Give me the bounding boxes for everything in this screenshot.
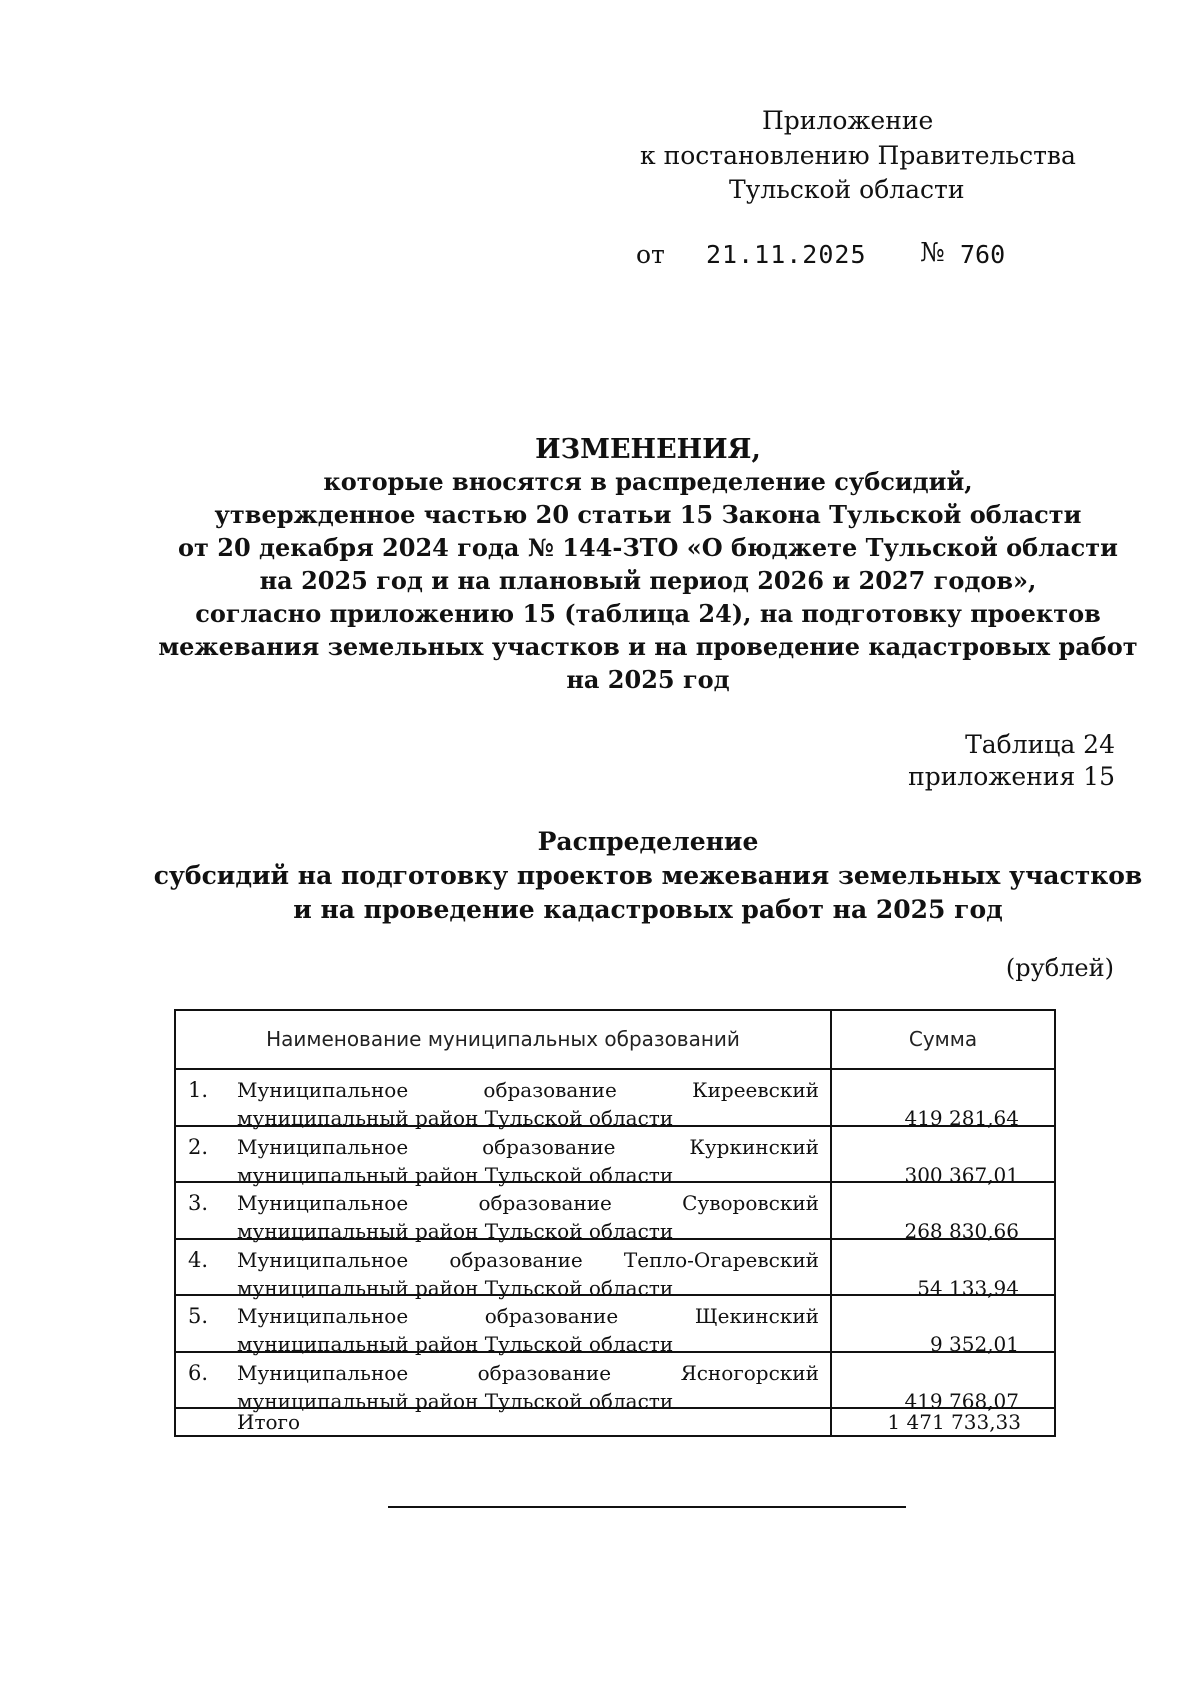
title-line: межевания земельных участков и на проведение кадастровых работ bbox=[158, 632, 1138, 661]
row-name-line1: Муниципальное образование Тепло-Огаревский bbox=[237, 1248, 819, 1272]
row-name-line2: муниципальный район Тульской области bbox=[237, 1219, 674, 1243]
row-number: 4. bbox=[188, 1248, 209, 1272]
row-number: 2. bbox=[188, 1135, 209, 1159]
row-name-line2: муниципальный район Тульской области bbox=[237, 1332, 674, 1356]
row-name-line2: муниципальный район Тульской области bbox=[237, 1389, 674, 1413]
table-row bbox=[176, 1353, 1054, 1413]
subsidy-table bbox=[174, 1009, 1056, 1437]
row-sum: 9 352,01 bbox=[929, 1332, 1019, 1356]
table-row bbox=[176, 1240, 1054, 1300]
row-name-line2: муниципальный район Тульской области bbox=[237, 1276, 674, 1300]
units-label: (рублей) bbox=[1005, 954, 1114, 982]
title-line: на 2025 год и на плановый период 2026 и 2027 годов», bbox=[259, 566, 1037, 595]
end-divider bbox=[388, 1506, 906, 1508]
row-name-line1: Муниципальное образование Куркинский bbox=[237, 1135, 819, 1159]
table-header bbox=[176, 1011, 1054, 1070]
row-sum: 300 367,01 bbox=[904, 1163, 1019, 1187]
row-name-line1: Муниципальное образование Суворовский bbox=[237, 1191, 819, 1215]
appendix-label: Приложение bbox=[762, 106, 934, 135]
title-line: утвержденное частью 20 статьи 15 Закона Тульской области bbox=[214, 500, 1082, 529]
row-name-line1: Муниципальное образование Щекинский bbox=[237, 1304, 819, 1328]
document-date: 21.11.2025 bbox=[706, 240, 867, 269]
distribution-subtitle: и на проведение кадастровых работ на 2025 год bbox=[293, 895, 1003, 924]
header-sum: Сумма bbox=[908, 1027, 978, 1051]
row-sum: 419 281,64 bbox=[904, 1106, 1019, 1130]
row-name-line1: Муниципальное образование Ясногорский bbox=[237, 1361, 819, 1385]
table-row bbox=[176, 1296, 1054, 1356]
title-line: согласно приложению 15 (таблица 24), на подготовку проектов bbox=[195, 599, 1101, 628]
row-sum: 419 768,07 bbox=[904, 1389, 1019, 1413]
row-number: 3. bbox=[188, 1191, 209, 1215]
row-number: 6. bbox=[188, 1361, 209, 1385]
total-label: Итого bbox=[237, 1410, 301, 1434]
table-row bbox=[176, 1183, 1054, 1243]
row-sum: 268 830,66 bbox=[904, 1219, 1019, 1243]
row-name-line2: муниципальный район Тульской области bbox=[237, 1163, 674, 1187]
row-name-line1: Муниципальное образование Киреевский bbox=[237, 1078, 819, 1102]
title-line: которые вносятся в распределение субсидий, bbox=[323, 467, 973, 496]
table-appendix: приложения 15 bbox=[908, 762, 1115, 791]
header-name: Наименование муниципальных образований bbox=[266, 1027, 740, 1051]
row-sum: 54 133,94 bbox=[917, 1276, 1019, 1300]
row-number: 5. bbox=[188, 1304, 209, 1328]
appendix-region: Тульской области bbox=[729, 175, 965, 204]
total-row bbox=[176, 1409, 1054, 1435]
total-sum: 1 471 733,33 bbox=[887, 1410, 1021, 1434]
title-line: от 20 декабря 2024 года № 144-ЗТО «О бюджете Тульской области bbox=[178, 533, 1118, 562]
table-row bbox=[176, 1127, 1054, 1187]
number-sign: № bbox=[920, 238, 945, 268]
distribution-subtitle: субсидий на подготовку проектов межевания земельных участков bbox=[153, 861, 1143, 890]
document-number: 760 bbox=[960, 240, 1006, 269]
row-number: 1. bbox=[188, 1078, 209, 1102]
table-row bbox=[176, 1070, 1054, 1130]
title-line: на 2025 год bbox=[566, 665, 730, 694]
date-prefix: от bbox=[636, 240, 665, 269]
table-number: Таблица 24 bbox=[965, 730, 1115, 759]
document-title: ИЗМЕНЕНИЯ, bbox=[535, 434, 761, 465]
distribution-title: Распределение bbox=[537, 827, 759, 856]
row-name-line2: муниципальный район Тульской области bbox=[237, 1106, 674, 1130]
appendix-reference: к постановлению Правительства bbox=[640, 141, 1076, 170]
